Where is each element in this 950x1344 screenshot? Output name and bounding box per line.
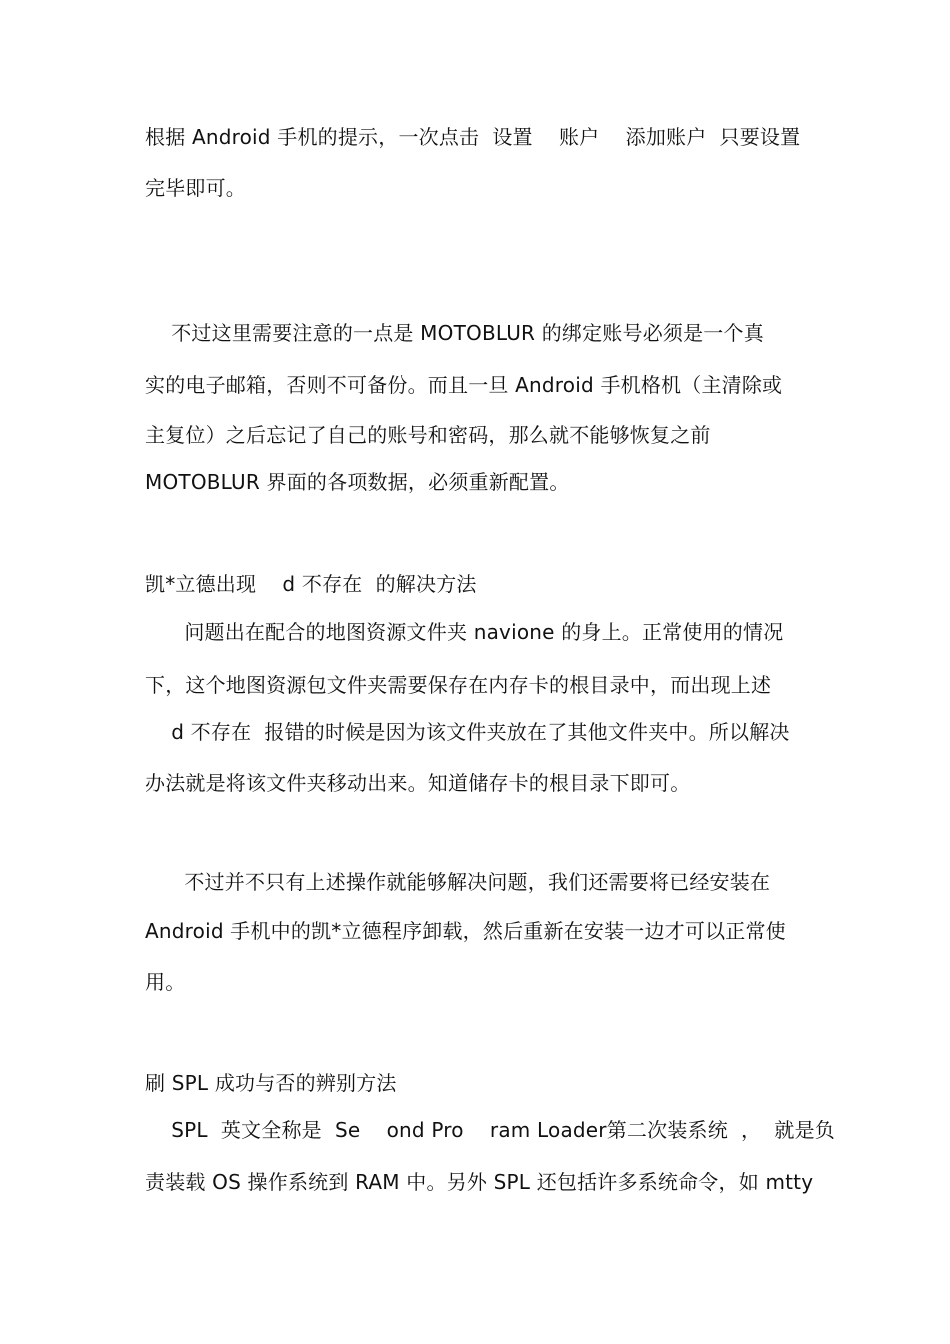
text-line: 用。 — [145, 970, 186, 994]
text-line: 责装载 OS 操作系统到 RAM 中。另外 SPL 还包括许多系统命令，如 mtty — [145, 1170, 814, 1194]
text-line: 完毕即可。 — [145, 176, 246, 200]
section-heading: 刷 SPL 成功与否的辨别方法 — [145, 1071, 397, 1095]
text-line: Android 手机中的凯*立德程序卸载，然后重新在安装一边才可以正常使 — [145, 919, 786, 943]
text-line: 不过这里需要注意的一点是 MOTOBLUR 的绑定账号必须是一个真 — [145, 321, 764, 345]
section-heading: 凯*立德出现 d 不存在 的解决方法 — [145, 572, 477, 596]
text-line: d 不存在 报错的时候是因为该文件夹放在了其他文件夹中。所以解决 — [145, 720, 790, 744]
text-line: 不过并不只有上述操作就能够解决问题，我们还需要将已经安装在 — [145, 870, 771, 894]
text-line: 问题出在配合的地图资源文件夹 navione 的身上。正常使用的情况 — [145, 620, 784, 644]
text-line: 实的电子邮箱，否则不可备份。而且一旦 Android 手机格机（主清除或 — [145, 373, 783, 397]
text-line: MOTOBLUR 界面的各项数据，必须重新配置。 — [145, 470, 570, 494]
text-line: 办法就是将该文件夹移动出来。知道储存卡的根目录下即可。 — [145, 771, 691, 795]
text-line: 主复位）之后忘记了自己的账号和密码，那么就不能够恢复之前 — [145, 423, 711, 447]
text-line: 根据 Android 手机的提示，一次点击 设置 账户 添加账户 只要设置 — [145, 125, 801, 149]
text-line: SPL 英文全称是 Se ond Pro ram Loader第二次装系统 ， 就是负 — [145, 1118, 835, 1142]
text-line: 下，这个地图资源包文件夹需要保存在内存卡的根目录中，而出现上述 — [145, 673, 772, 697]
